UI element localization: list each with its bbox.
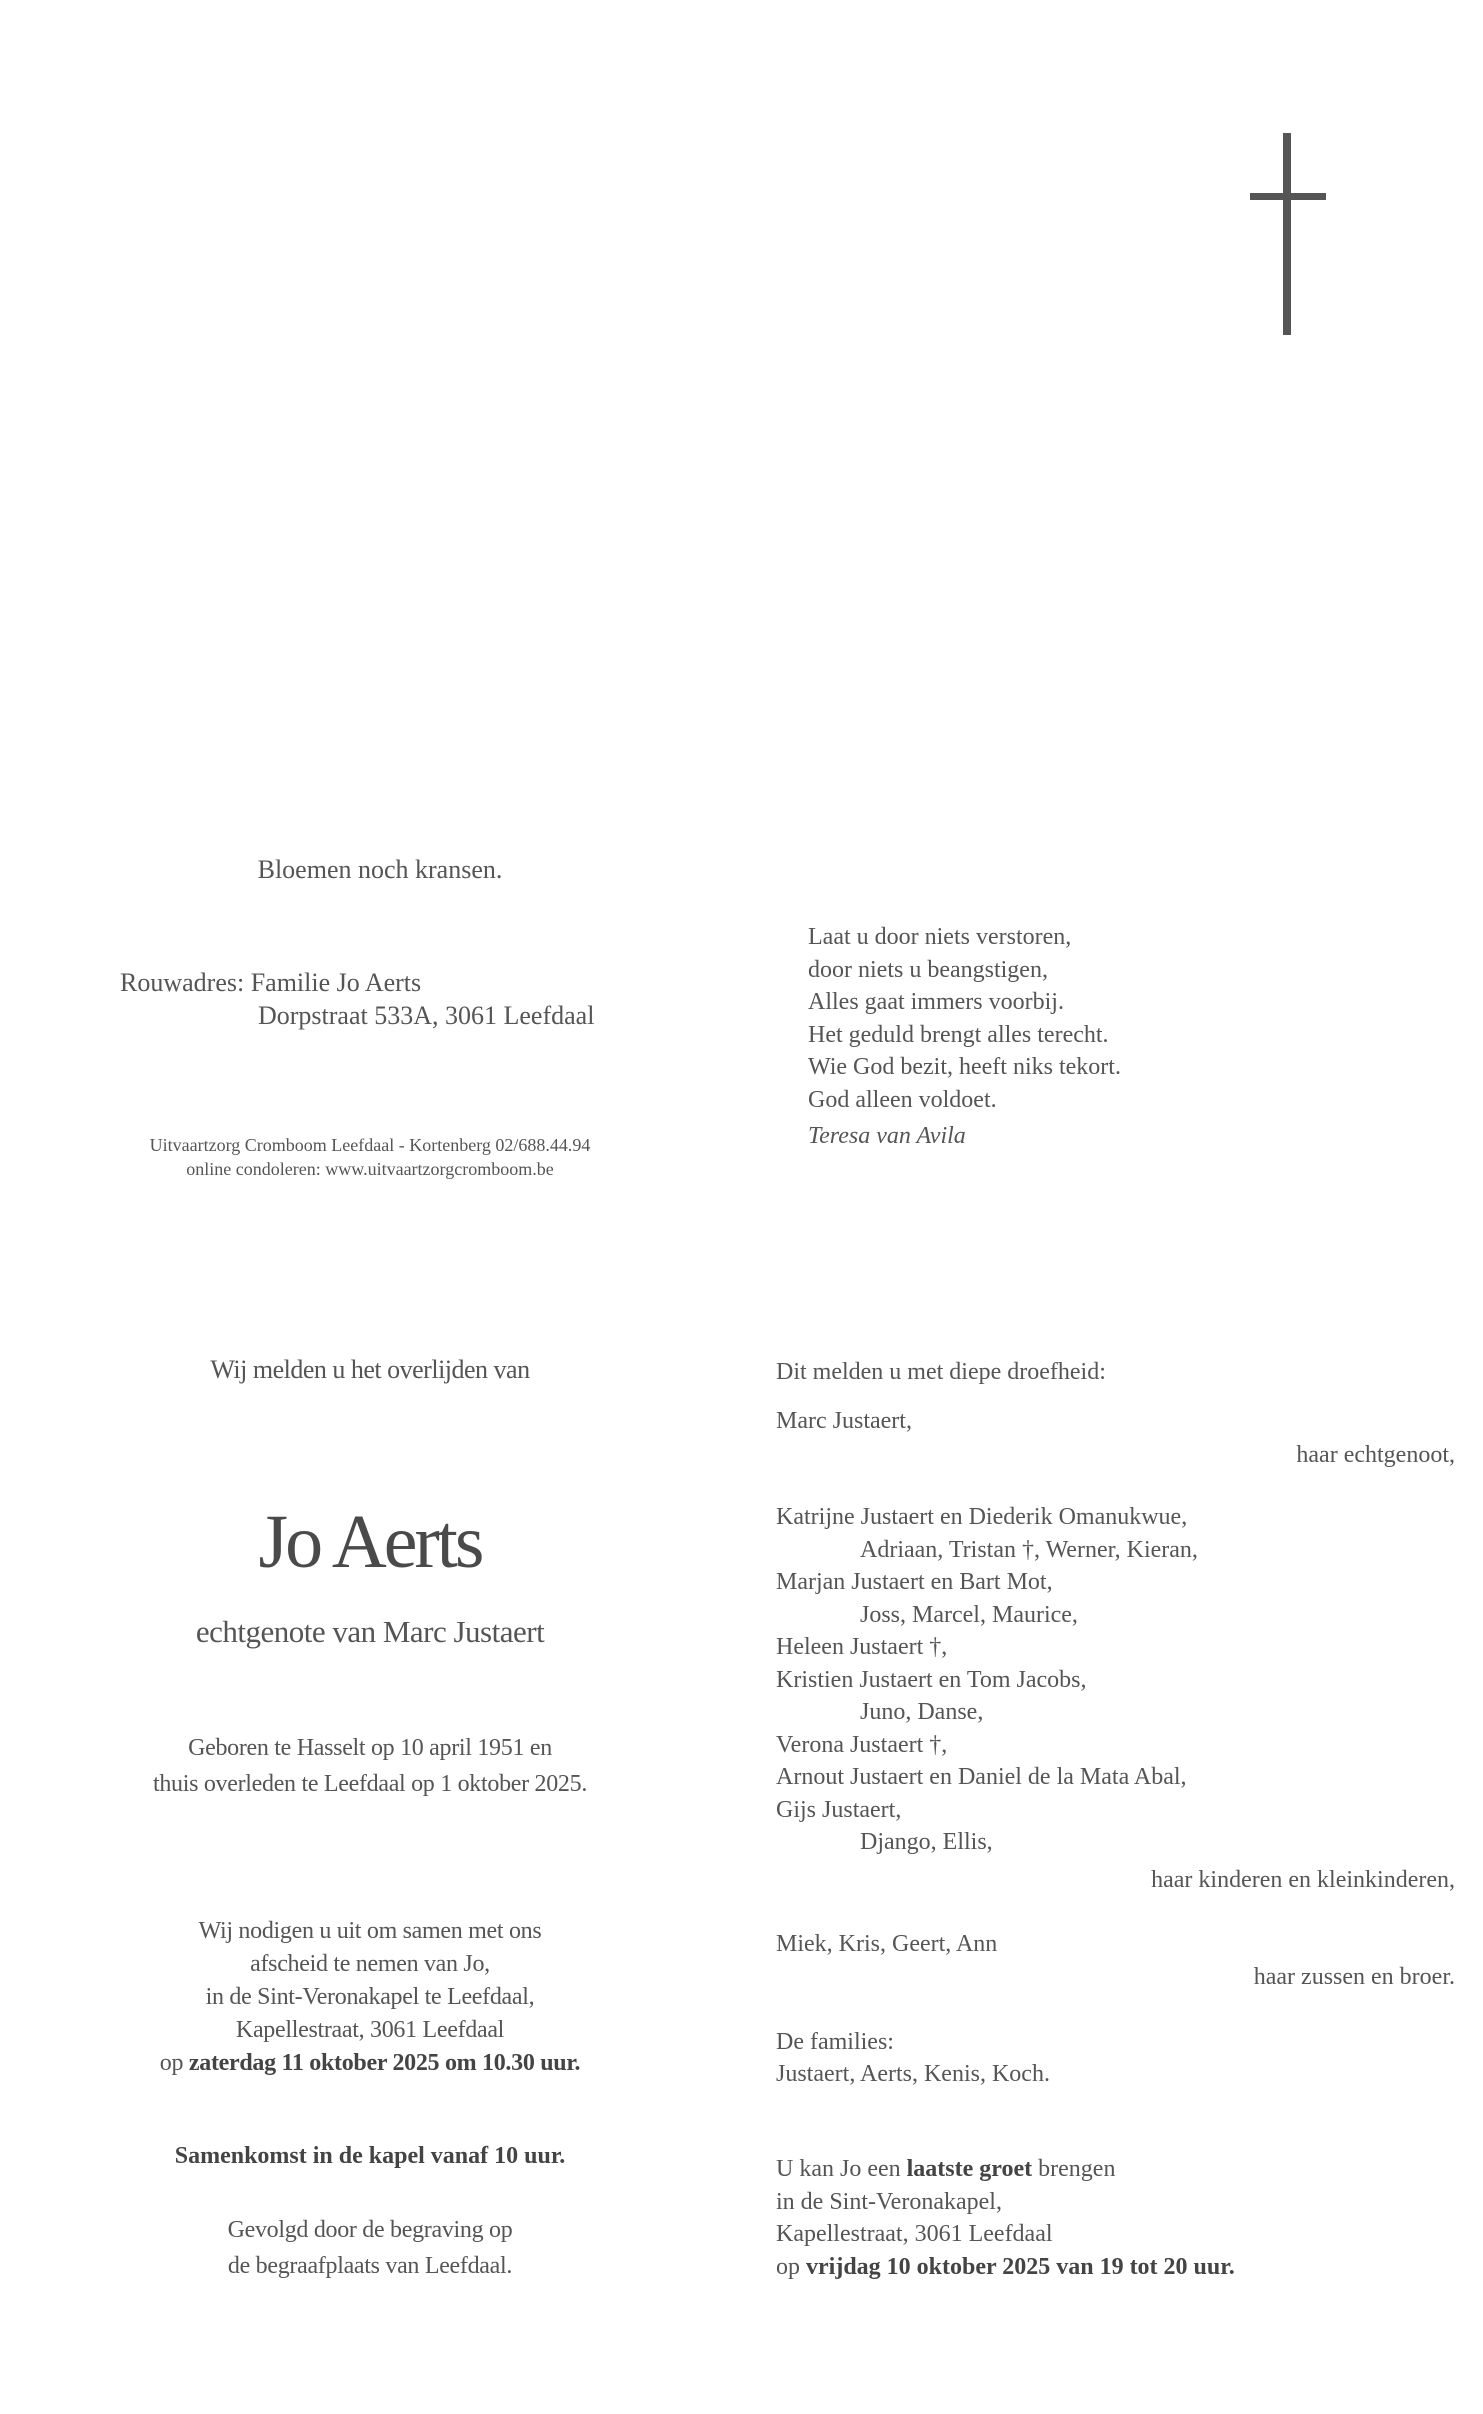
list-item: Arnout Justaert en Daniel de la Mata Abal, [776, 1764, 1187, 1790]
list-item: Django, Ellis, [860, 1829, 993, 1855]
deceased-name: Jo Aerts [258, 1500, 482, 1584]
funeral-date: zaterdag 11 oktober 2025 om 10.30 uur. [188, 2050, 581, 2076]
invite-line: Wij nodigen u uit om samen met ons [198, 1918, 542, 1944]
life-dates [100, 1730, 640, 1802]
list-item: Marjan Justaert en Bart Mot, [776, 1569, 1053, 1595]
list-item: Joss, Marcel, Maurice, [860, 1601, 1078, 1628]
husband-name: Marc Justaert, [776, 1408, 912, 1434]
burial-line: de begraafplaats van Leefdaal. [227, 2253, 513, 2279]
address-line: Dorpstraat 533A, 3061 Leefdaal [258, 1001, 595, 1030]
families-label: De families: [776, 2029, 894, 2055]
visitation-street: Kapellestraat, 3061 Leefdaal [776, 2221, 1053, 2247]
poem-line: Alles gaat immers voorbij. [808, 989, 1064, 1015]
siblings-role: haar zussen en broer. [1253, 1964, 1455, 1990]
address-label: Rouwadres: Familie Jo Aerts [120, 968, 422, 997]
list-item: Kristien Justaert en Tom Jacobs, [776, 1666, 1087, 1693]
poem-line: door niets u beangstigen, [808, 956, 1048, 983]
invite-line: Kapellestraat, 3061 Leefdaal [235, 2017, 505, 2043]
visitation-place: in de Sint-Veronakapel, [776, 2188, 1002, 2215]
poem-line: Laat u door niets verstoren, [808, 924, 1072, 950]
burial-note [100, 2212, 640, 2284]
died-line: thuis overleden te Leefdaal op 1 oktober 2025. [152, 1771, 588, 1797]
meeting-note: Samenkomst in de kapel vanaf 10 uur. [174, 2143, 566, 2169]
poem-line: God alleen voldoet. [808, 1086, 997, 1113]
condolences-line: online condoleren: www.uitvaartzorgcromboom.be [186, 1159, 554, 1179]
list-item: Heleen Justaert †, [776, 1634, 948, 1660]
list-item: Katrijne Justaert en Diederik Omanukwue, [776, 1504, 1188, 1530]
husband-role: haar echtgenoot, [1296, 1442, 1455, 1468]
list-item: Verona Justaert †, [776, 1731, 948, 1758]
spouse-line: echtgenote van Marc Justaert [195, 1614, 545, 1649]
families-names: Justaert, Aerts, Kenis, Koch. [776, 2061, 1050, 2087]
visitation-date: op vrijdag 10 oktober 2025 van 19 tot 20 uur. [776, 2253, 1235, 2280]
poem [808, 921, 1121, 1153]
burial-line: Gevolgd door de begraving op [227, 2217, 513, 2243]
undertaker-info [100, 1133, 640, 1181]
funeral-invitation [100, 1915, 640, 2080]
born-line: Geboren te Hasselt op 10 april 1951 en [188, 1735, 552, 1761]
list-item: Adriaan, Tristan †, Werner, Kieran, [860, 1536, 1198, 1563]
invite-line: in de Sint-Veronakapel te Leefdaal, [205, 1984, 535, 2010]
siblings-names: Miek, Kris, Geert, Ann [776, 1931, 998, 1957]
poem-line: Het geduld brengt alles terecht. [808, 1021, 1109, 1048]
list-item: Juno, Danse, [860, 1699, 984, 1725]
invite-line: afscheid te nemen van Jo, [250, 1951, 490, 1977]
invite-date: op zaterdag 11 oktober 2025 om 10.30 uur. [159, 2050, 581, 2076]
undertaker-line: Uitvaartzorg Cromboom Leefdaal - Kortenberg 02/688.44.94 [149, 1135, 591, 1155]
no-flowers-note: Bloemen noch kransen. [257, 855, 503, 884]
visitation-note: U kan Jo een laatste groet brengen in de Sint-Veronakapel, Kapellestraat, 3061 Leefdaal op vrijdag 10 oktober 2025 van 19 tot 20 uur. [776, 2153, 1235, 2283]
announcement: Wij melden u het overlijden van [210, 1355, 530, 1384]
children-list [776, 1501, 1198, 1859]
poem-author: Teresa van Avila [808, 1123, 966, 1149]
poem-line: Wie God bezit, heeft niks tekort. [808, 1054, 1121, 1080]
list-item: Gijs Justaert, [776, 1796, 902, 1823]
mourners-intro: Dit melden u met diepe droefheid: [776, 1359, 1106, 1385]
children-role: haar kinderen en kleinkinderen, [1151, 1867, 1455, 1893]
